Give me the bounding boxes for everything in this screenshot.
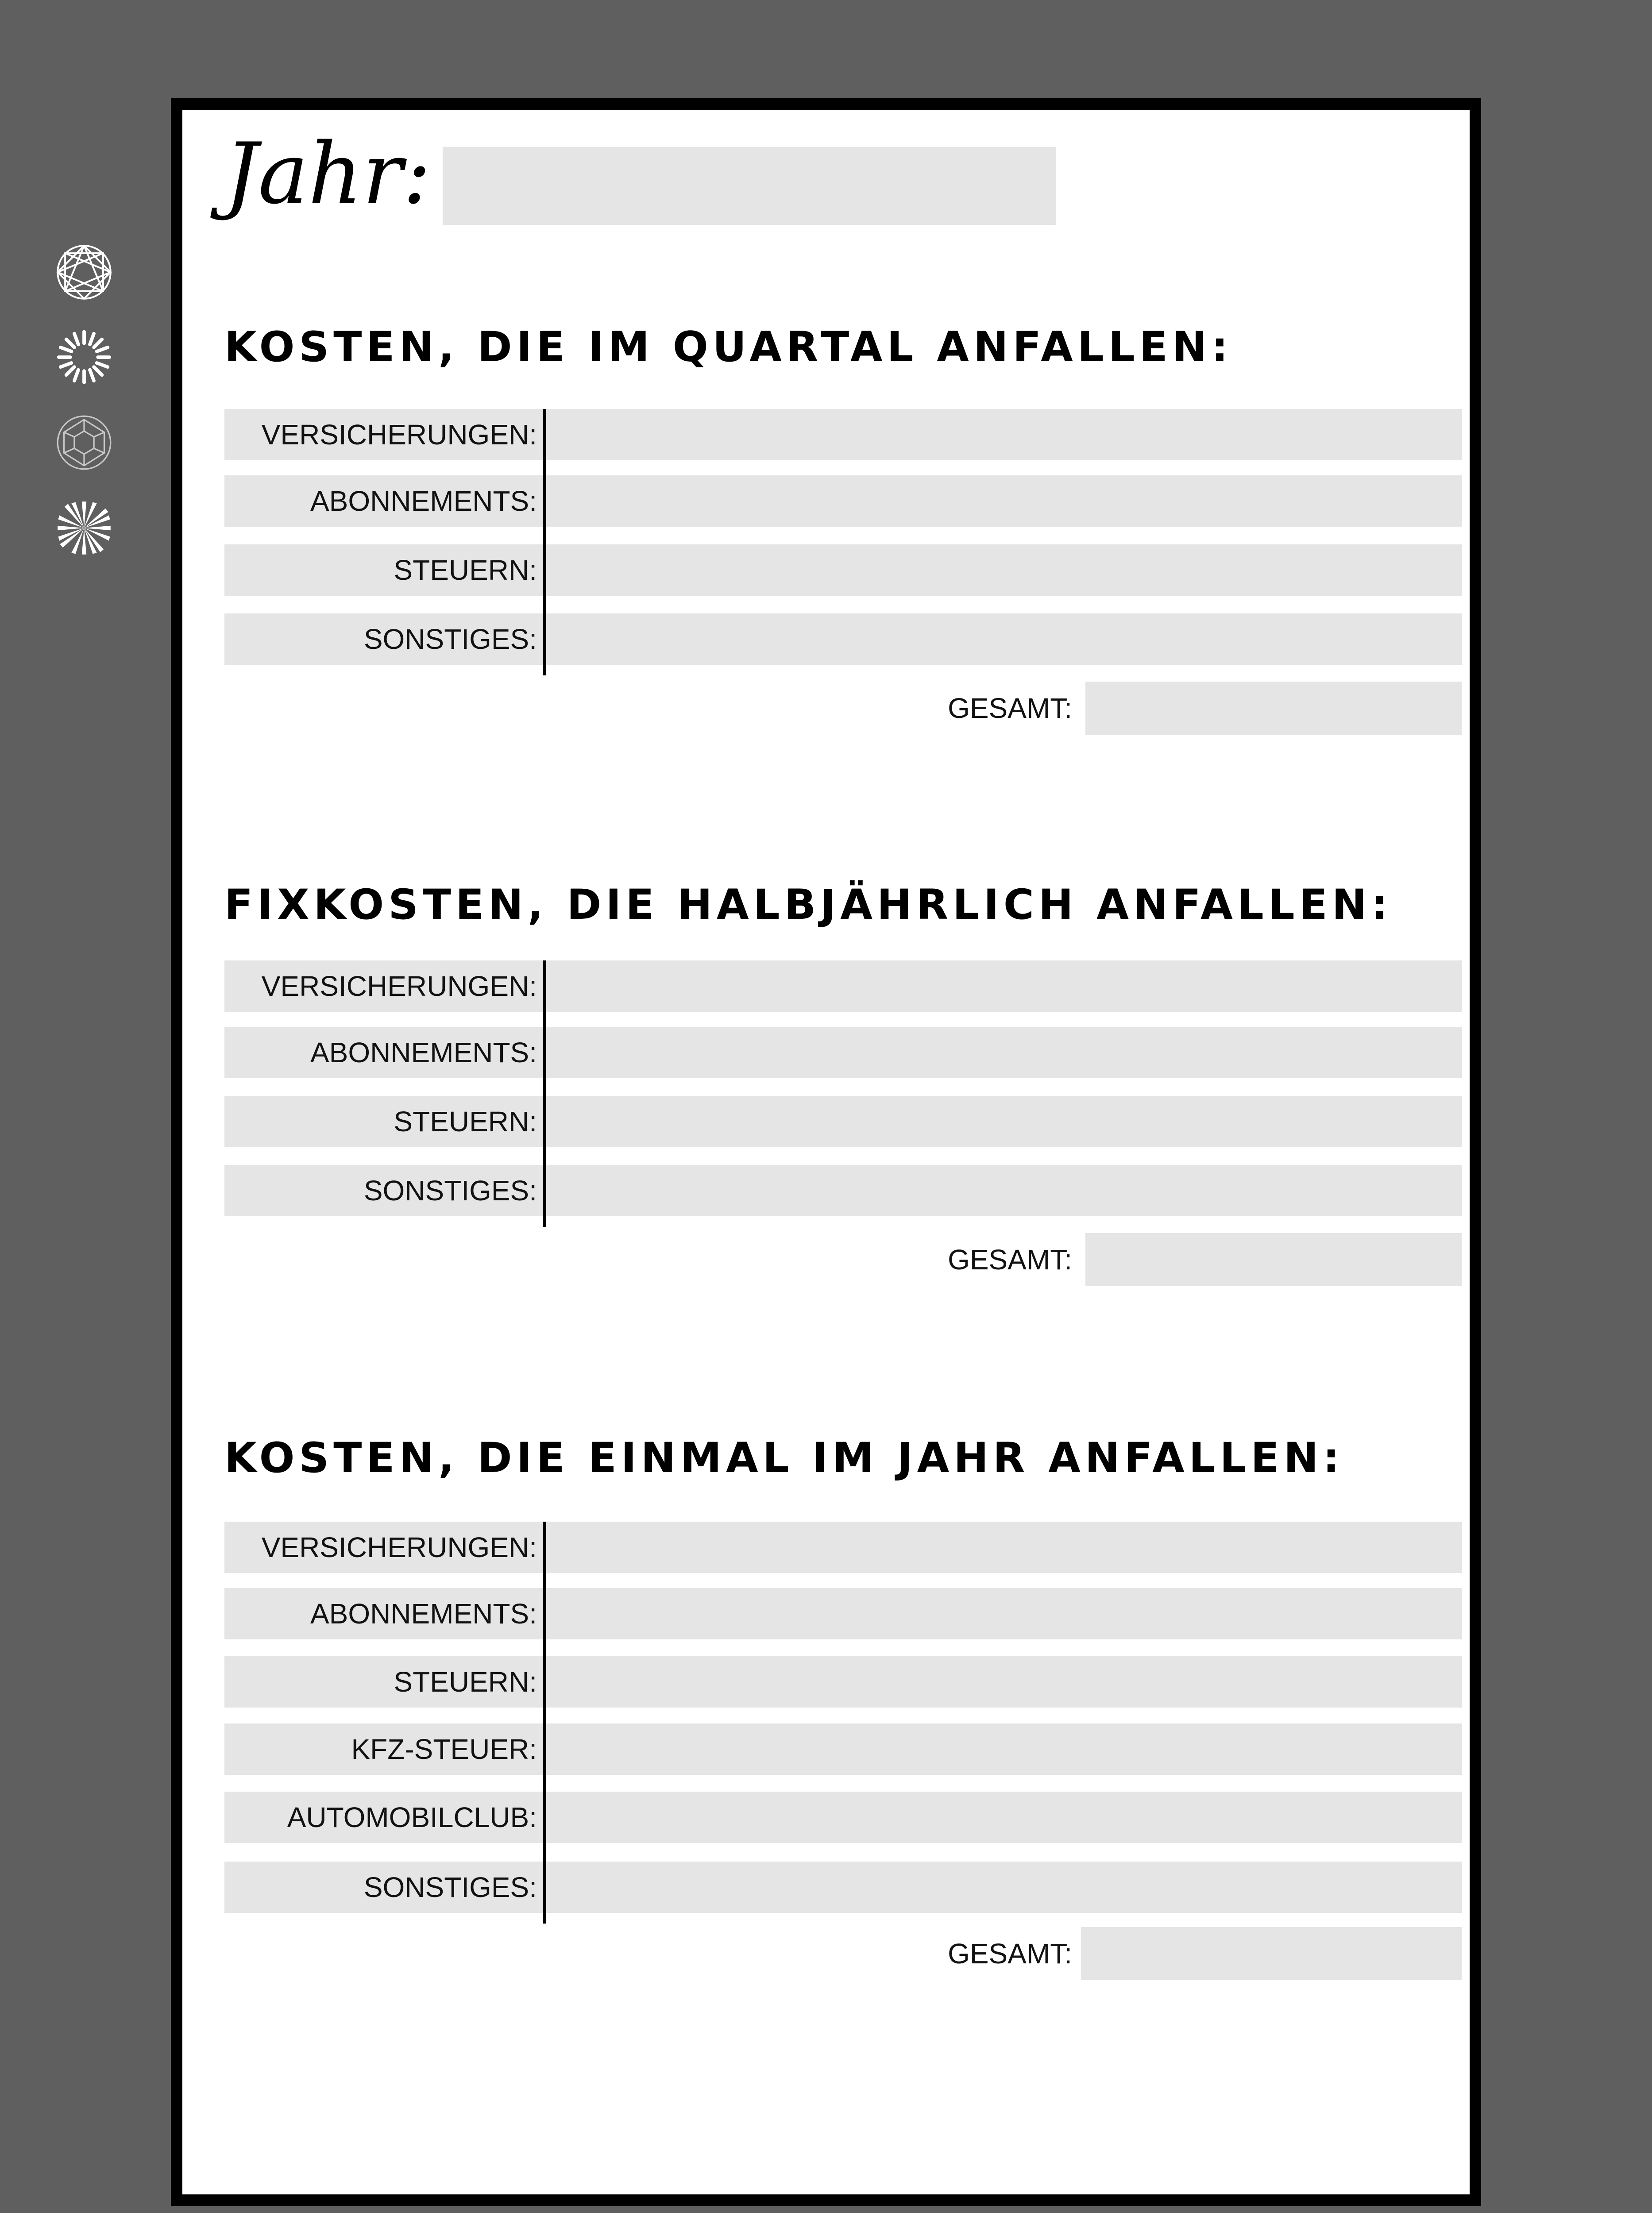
starburst-icon	[55, 499, 113, 557]
geometric-circle-icon	[55, 243, 113, 301]
section-annual-row-vehicle-tax[interactable]	[224, 1723, 1462, 1775]
section-quarterly-row-taxes[interactable]	[224, 544, 1462, 596]
section-annual-total-label: GESAMT:	[948, 1938, 1072, 1970]
section-annual-row-other[interactable]	[224, 1862, 1462, 1913]
section-annual-heading: KOSTEN, DIE EINMAL IM JAHR ANFALLEN:	[224, 1434, 1344, 1482]
row-label: VERSICHERUNGEN:	[261, 1531, 537, 1563]
row-label: STEUERN:	[394, 1106, 537, 1137]
divider	[543, 960, 546, 1227]
section-annual-row-insurance[interactable]	[224, 1522, 1462, 1573]
row-label: SONSTIGES:	[363, 1175, 537, 1207]
divider	[543, 1522, 546, 1924]
row-label: VERSICHERUNGEN:	[261, 419, 537, 451]
budget-sheet	[171, 98, 1481, 2206]
section-annual-row-automobile-club[interactable]	[224, 1792, 1462, 1843]
row-label: STEUERN:	[394, 554, 537, 586]
section-annual-row-subscriptions[interactable]	[224, 1588, 1462, 1639]
row-label: SONSTIGES:	[363, 1871, 537, 1903]
divider	[543, 409, 546, 675]
section-annual-row-taxes[interactable]	[224, 1656, 1462, 1708]
year-input[interactable]	[443, 147, 1056, 225]
row-label: ABONNEMENTS:	[310, 485, 537, 517]
section-quarterly-row-insurance[interactable]	[224, 409, 1462, 460]
year-label: Jahr:	[224, 125, 431, 223]
section-quarterly-heading: KOSTEN, DIE IM QUARTAL ANFALLEN:	[224, 323, 1233, 371]
section-quarterly-row-other[interactable]	[224, 613, 1462, 665]
row-label: ABONNEMENTS:	[310, 1598, 537, 1630]
row-label: SONSTIGES:	[363, 623, 537, 655]
section-quarterly-total-label: GESAMT:	[948, 692, 1072, 724]
section-semiannual-row-subscriptions[interactable]	[224, 1027, 1462, 1078]
ring-circle-icon	[55, 328, 113, 386]
section-quarterly-total-input[interactable]	[1085, 682, 1462, 735]
section-annual-total-input[interactable]	[1081, 1927, 1462, 1980]
row-label: AUTOMOBILCLUB:	[287, 1801, 537, 1833]
section-semiannual-row-other[interactable]	[224, 1165, 1462, 1216]
section-semiannual-total-label: GESAMT:	[948, 1244, 1072, 1276]
row-label: VERSICHERUNGEN:	[261, 970, 537, 1002]
section-semiannual-total-input[interactable]	[1085, 1233, 1462, 1286]
row-label: KFZ-STEUER:	[351, 1733, 537, 1765]
section-semiannual-row-taxes[interactable]	[224, 1096, 1462, 1147]
row-label: ABONNEMENTS:	[310, 1037, 537, 1068]
polyhedron-sphere-icon	[55, 414, 113, 471]
row-label: STEUERN:	[394, 1666, 537, 1698]
section-quarterly-row-subscriptions[interactable]	[224, 475, 1462, 527]
section-semiannual-heading: FIXKOSTEN, DIE HALBJÄHRLICH ANFALLEN:	[224, 881, 1393, 929]
section-semiannual-row-insurance[interactable]	[224, 960, 1462, 1012]
